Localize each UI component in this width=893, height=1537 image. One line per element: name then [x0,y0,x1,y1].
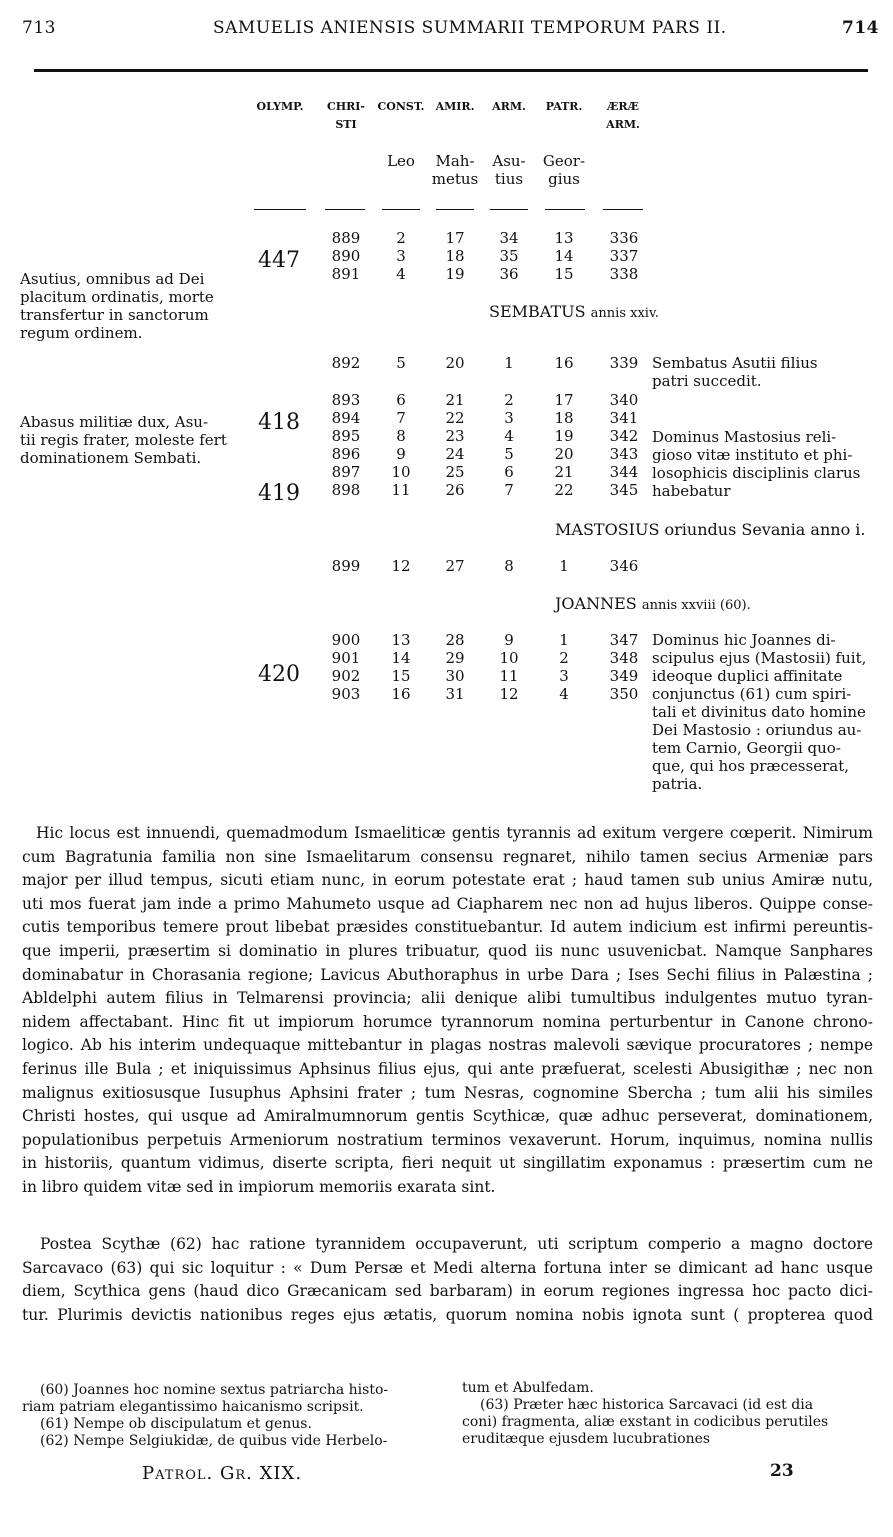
col-olymp: OLYMP. [256,100,304,113]
table-cell: 29 [445,649,465,667]
table-cell: 36 [499,265,519,283]
table-cell: 13 [391,631,411,649]
table-cell: 17 [445,229,465,247]
table-cell: 26 [445,481,465,499]
table-cell: 903 [331,685,361,703]
table-cell: 338 [609,265,639,283]
right-note-joannes: Dominus hic Joannes di- scipulus ejus (Mastosii) fuit, ideoque duplici affinitate conjunctus (61) cum spiri- tali et divinitus dato homine Dei Mastosio : oriundus au- tem Carnio, Georgii quo- que, qui hos præcesserat, patria. [652,631,867,793]
table-cell: 336 [609,229,639,247]
table-cell: 28 [445,631,465,649]
olympiad-418: 418 [258,410,300,435]
table-cell: 899 [331,557,361,575]
table-cell: 16 [391,685,411,703]
table-cell: 345 [609,481,639,499]
table-cell: 340 [609,391,639,409]
table-cell: 12 [499,685,519,703]
table-cell: 348 [609,649,639,667]
left-note-abasus: Abasus militiæ dux, Asu- tii regis frater, moleste fert dominationem Sembati. [20,413,227,467]
table-cell: 15 [391,667,411,685]
col-patr: PATR. [545,100,583,113]
col-christi: CHRI- STI [326,100,365,131]
table-cell: 15 [554,265,574,283]
table-cell: 21 [554,463,574,481]
col-aerae: ÆRÆ ARM. [606,100,640,131]
table-cell: 1 [559,631,569,649]
table-cell: 4 [559,685,569,703]
table-cell: 890 [331,247,361,265]
table-cell: 342 [609,427,639,445]
table-cell: 31 [445,685,465,703]
table-cell: 5 [396,354,406,372]
right-note-mastosius: Dominus Mastosius reli- gioso vitæ instituto et phi- losophicis disciplinis clarus habebatur [652,428,861,500]
table-cell: 9 [396,445,406,463]
table-cell: 891 [331,265,361,283]
page-number-right: 714 [842,18,879,38]
col-const: CONST. [377,100,425,113]
table-cell: 24 [445,445,465,463]
table-cell: 1 [504,354,514,372]
col-arm: ARM. [492,100,526,113]
table-cell: 10 [391,463,411,481]
table-cell: 350 [609,685,639,703]
ruler-const: Leo [387,152,415,170]
paragraph-1: Hic locus est innuendi, quemadmodum Ismaeliticæ gentis tyrannis ad exitum vergere cœperit. Nimirum cum Bagratunia familia non sine Ismaelitarum consensu regnaret, nihilo tamen secius Armeniæ pars major per illud tempus, sicuti etiam nunc, in eorum potestate erat ; haud tamen sub unius Amiræ nutu, uti mos fuerat jam inde a primo Mahumeto usque ad Ciapharem nec non ad hujus liberos. Quippe conse- cutis temporibus temere prout libebat præsides constituebantur. Id autem indicium est infirmi pereuntis- que imperii, præsertim si dominatio in plures tribuatur, quod iis nunc usuvenicbat. Namque Sanphares dominabatur in Chorasania regione; Lavicus Abuthoraphus in urbe Dara ; Ises Sechi filius in Palæstina ; Abldelphi autem filius in Telmarensi provincia; alii denique alibi tumultibus indulgentes mutuo tyran- nidem affectabant. Hinc fit ut impiorum horumce tyrannorum nomina perturbentur in Canone chrono- logico. Ab his interim undequaque mittebantur in plagas nostras malevoli sævique procuratores ; nempe ferinus ille Bula ; et iniquissimus Aphsinus filius ejus, qui ante præfuerat, scelesti Abusigithæ ; nec non malignus exitiosusque Iusuphus Aphsini frater ; tum Nesras, cognomine Sbercha ; tum alii his similes Christi hostes, qui usque ad Amiralmumnorum gentis Scythicæ, quæ adhuc perseverat, dominationem, populationibus perpetuis Armeniorum nostratium terminos vexaverunt. Horum, inquimus, nomina nullis in historiis, quantum vidimus, diserte scripta, fieri nequit ut singillatim exponamus : præsertim cum ne in libro quidem vitæ sed in impiorum memoriis exarata sint. [22,824,873,1196]
ruler-line-sembatus: SEMBATUS annis xxiv. [489,302,659,321]
table-cell: 21 [445,391,465,409]
table-cell: 2 [396,229,406,247]
footnotes-right: tum et Abulfedam. (63) Præter hæc historica Sarcavaci (id est dia coni) fragmenta, aliæ exstant in codicibus perutiles eruditæque ejusdem lucubrationes [462,1380,829,1447]
paragraph-2: Postea Scythæ (62) hac ratione tyrannidem occupaverunt, uti scriptum comperio a magno doctore Sarcavaco (63) qui sic loquitur : « Dum Persæ et Medi alterna fortuna inter se dimicant ad hanc usque diem, Scythica gens (haud dico Græcanicam sed barbaram) in eorum regiones ingressa hoc pacto dici- tur. Plurimis devictis nationibus reges ejus ætatis, quorum nomina nobis ignota sunt ( propterea quod [22,1235,873,1324]
footer-signature: Patrol. Gr. XIX. [142,1463,303,1484]
table-cell: 22 [445,409,465,427]
table-cell: 22 [554,481,574,499]
table-cell: 30 [445,667,465,685]
table-cell: 5 [504,445,514,463]
table-cell: 896 [331,445,361,463]
table-cell: 20 [554,445,574,463]
table-cell: 344 [609,463,639,481]
olympiad-447: 447 [258,248,300,273]
table-cell: 3 [559,667,569,685]
table-cell: 898 [331,481,361,499]
col-amir: AMIR. [435,100,475,113]
table-cell: 12 [391,557,411,575]
table-cell: 27 [445,557,465,575]
ruler-amir: Mah- metus [431,152,479,188]
table-cell: 4 [504,427,514,445]
table-cell: 2 [504,391,514,409]
table-cell: 2 [559,649,569,667]
table-cell: 341 [609,409,639,427]
ruler-arm: Asu- tius [492,152,526,188]
table-cell: 35 [499,247,519,265]
left-note-asutius: Asutius, omnibus ad Dei placitum ordinatis, morte transfertur in sanctorum regum ordinem. [20,270,214,342]
table-cell: 3 [396,247,406,265]
header-rule [34,69,868,72]
footnotes-left: (60) Joannes hoc nomine sextus patriarcha histo- riam patriam elegantissimo haicanismo scripsit. (61) Nempe ob discipulatum et genus. (62) Nempe Selgiukidæ, de quibus vide Herbelo- [22,1382,389,1449]
table-cell: 34 [499,229,519,247]
table-cell: 6 [504,463,514,481]
table-cell: 897 [331,463,361,481]
table-cell: 3 [504,409,514,427]
table-cell: 7 [504,481,514,499]
table-cell: 900 [331,631,361,649]
table-cell: 25 [445,463,465,481]
ruler-patr: Geor- gius [542,152,586,188]
table-cell: 893 [331,391,361,409]
table-cell: 11 [391,481,411,499]
table-cell: 19 [445,265,465,283]
table-cell: 9 [504,631,514,649]
table-cell: 14 [391,649,411,667]
footer-sheet-number: 23 [770,1461,794,1481]
table-cell: 347 [609,631,639,649]
olympiad-419: 419 [258,481,300,506]
table-cell: 16 [554,354,574,372]
table-cell: 8 [504,557,514,575]
table-cell: 895 [331,427,361,445]
right-note-sembatus: Sembatus Asutii filius patri succedit. [652,354,818,390]
page-number-left: 713 [22,18,56,38]
running-title: SAMUELIS ANIENSIS SUMMARII TEMPORUM PARS II. [213,18,727,38]
olympiad-420: 420 [258,662,300,687]
table-cell: 20 [445,354,465,372]
table-cell: 339 [609,354,639,372]
table-cell: 14 [554,247,574,265]
table-cell: 8 [396,427,406,445]
table-cell: 349 [609,667,639,685]
table-cell: 13 [554,229,574,247]
table-cell: 889 [331,229,361,247]
table-cell: 343 [609,445,639,463]
table-cell: 901 [331,649,361,667]
table-cell: 7 [396,409,406,427]
table-cell: 902 [331,667,361,685]
table-cell: 894 [331,409,361,427]
ruler-line-mastosius: MASTOSIUS oriundus Sevania anno i. [555,520,866,539]
table-cell: 6 [396,391,406,409]
table-cell: 346 [609,557,639,575]
table-cell: 11 [499,667,519,685]
table-cell: 1 [559,557,569,575]
ruler-line-joannes: JOANNES annis xxviii (60). [555,594,751,613]
table-cell: 19 [554,427,574,445]
table-cell: 4 [396,265,406,283]
table-cell: 18 [554,409,574,427]
table-cell: 892 [331,354,361,372]
table-cell: 23 [445,427,465,445]
table-cell: 10 [499,649,519,667]
table-cell: 337 [609,247,639,265]
table-cell: 18 [445,247,465,265]
table-cell: 17 [554,391,574,409]
